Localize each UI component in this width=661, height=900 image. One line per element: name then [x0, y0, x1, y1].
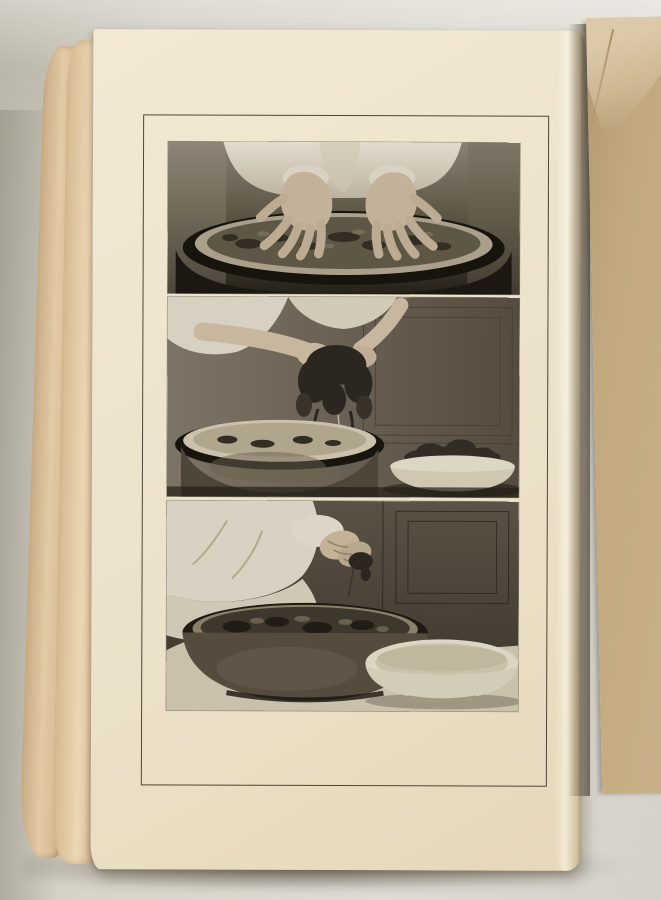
plate-note [142, 733, 546, 734]
left-page [91, 29, 584, 871]
figure-63-photo [166, 500, 519, 711]
torn-corner [586, 16, 661, 140]
figure-61-photo [168, 141, 521, 294]
plate-caption [142, 710, 546, 729]
right-page [586, 20, 661, 794]
empty-bowl [365, 639, 519, 710]
figure-62-photo [167, 296, 520, 497]
plate-frame [141, 114, 549, 786]
